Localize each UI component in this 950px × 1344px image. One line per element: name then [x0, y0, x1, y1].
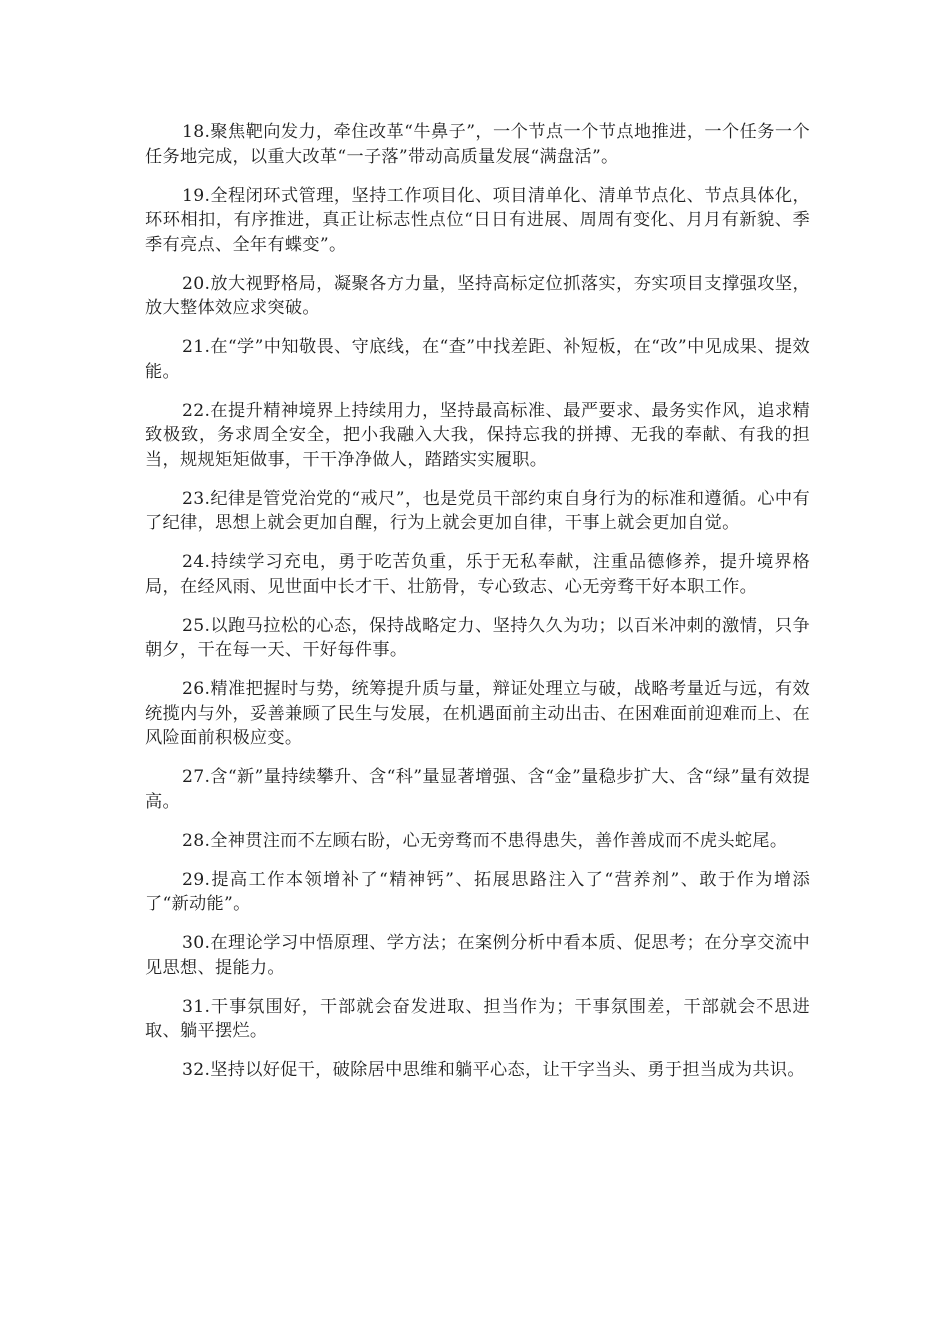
paragraph-23: 23.纪律是管党治党的“戒尺”，也是党员干部约束自身行为的标准和遵循。心中有了纪律，思想上就会更加自醒，行为上就会更加自律，干事上就会更加自觉。 [145, 488, 810, 533]
paragraph-25: 25.以跑马拉松的心态，保持战略定力、坚持久久为功；以百米冲刺的激情，只争朝夕，干在每一天、干好每件事。 [145, 615, 810, 660]
document-body [145, 120, 810, 1097]
paragraph-28: 28.全神贯注而不左顾右盼，心无旁骛而不患得患失，善作善成而不虎头蛇尾。 [182, 830, 788, 851]
paragraph-32: 32.坚持以好促干，破除居中思维和躺平心态，让干字当头、勇于担当成为共识。 [182, 1060, 805, 1080]
paragraph-19: 19.全程闭环式管理，坚持工作项目化、项目清单化、清单节点化、节点具体化，环环相扣，有序推进，真正让标志性点位“日日有进展、周周有变化、月月有新貌、季季有亮点、全年有蝶变”。 [145, 185, 810, 255]
paragraph-31: 31.干事氛围好，干部就会奋发进取、担当作为；干事氛围差，干部就会不思进取、躺平摆烂。 [145, 996, 810, 1041]
paragraph-18: 18.聚焦靶向发力，牵住改革“牛鼻子”，一个节点一个节点地推进，一个任务一个任务地完成，以重大改革“一子落”带动高质量发展“满盘活”。 [145, 122, 810, 167]
paragraph-26: 26.精准把握时与势，统筹提升质与量，辩证处理立与破，战略考量近与远，有效统揽内与外，妥善兼顾了民生与发展，在机遇面前主动出击、在困难面前迎难而上、在风险面前积极应变。 [145, 679, 810, 748]
paragraph-27: 27.含“新”量持续攀升、含“科”量显著增强、含“金”量稳步扩大、含“绿”量有效提高。 [145, 767, 810, 812]
paragraph-21: 21.在“学”中知敬畏、守底线，在“查”中找差距、补短板，在“改”中见成果、提效能。 [145, 337, 810, 382]
paragraph-30: 30.在理论学习中悟原理、学方法；在案例分析中看本质、促思考；在分享交流中见思想、提能力。 [145, 933, 810, 978]
paragraph-20: 20.放大视野格局，凝聚各方力量，坚持高标定位抓落实，夯实项目支撑强攻坚，放大整体效应求突破。 [145, 273, 810, 318]
paragraph-29: 29.提高工作本领增补了“精神钙”、拓展思路注入了“营养剂”、敢于作为增添了“新动能”。 [145, 869, 810, 914]
paragraph-22: 22.在提升精神境界上持续用力，坚持最高标准、最严要求、最务实作风，追求精致极致，务求周全安全，把小我融入大我，保持忘我的拼搏、无我的奉献、有我的担当，规规矩矩做事，干干净净做人，踏踏实实履职。 [145, 400, 810, 470]
paragraph-24: 24.持续学习充电，勇于吃苦负重，乐于无私奉献，注重品德修养，提升境界格局，在经风雨、见世面中长才干、壮筋骨，专心致志、心无旁骛干好本职工作。 [145, 552, 810, 597]
